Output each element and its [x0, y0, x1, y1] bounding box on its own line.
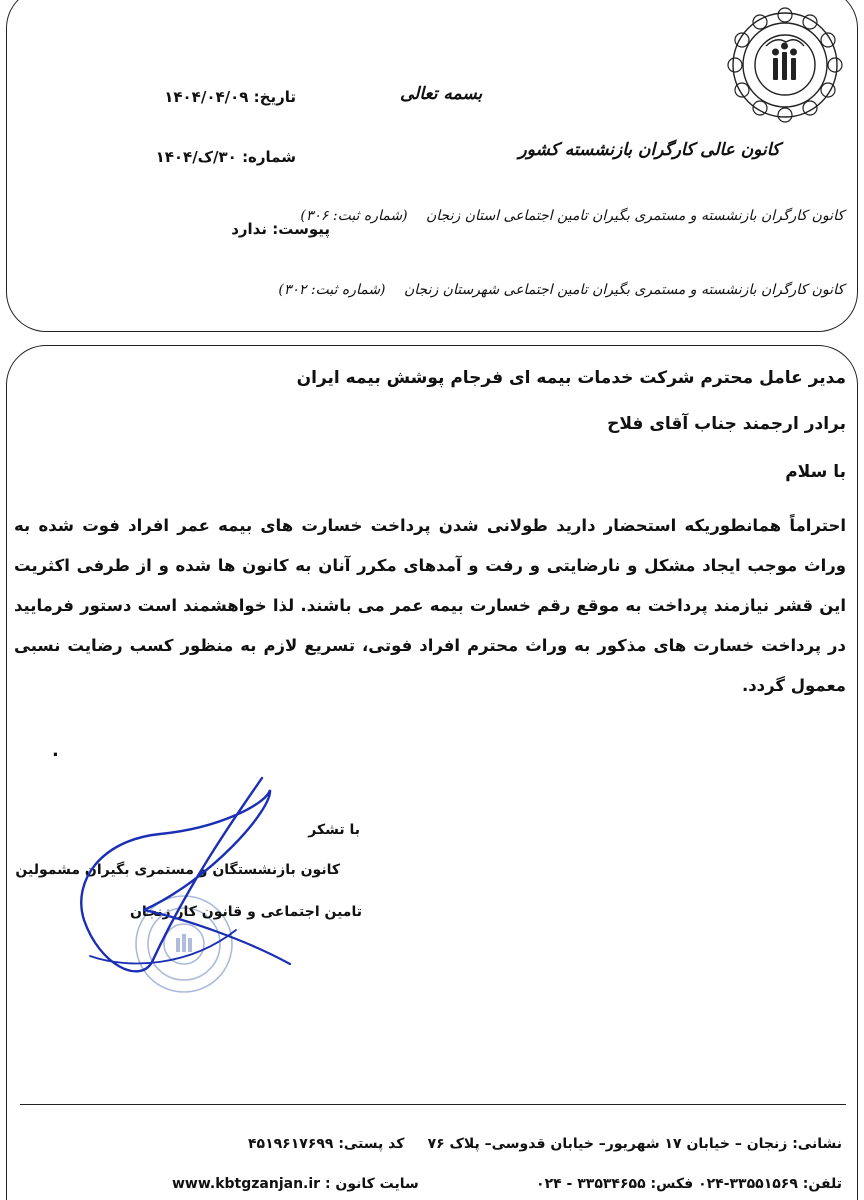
- org-line-province: [300, 208, 844, 224]
- footer-divider: [20, 1104, 846, 1105]
- footer-site: [164, 1176, 419, 1192]
- footer-postal: [240, 1136, 404, 1152]
- attachment-value: ندارد: [231, 220, 267, 238]
- signature-mark: [40, 770, 300, 990]
- number-value: ۳۰/ک/۱۴۰۴: [155, 148, 237, 166]
- footer-address: نشانی: زنجان – خیابان ۱۷ شهریور– خیابان قدوسی– پلاک ۷۶: [427, 1136, 842, 1152]
- letter-body: احتراماً همانطوریکه استحضار دارید طولانی شدن پرداخت خسارت های بیمه عمر افراد فوت شده به وراث موجب ایجاد مشکل و نارضایتی و رفت و آمدهای مکرر آنان به کانون ها شده و از طرفی اکثریت این قشر نیازمند پرداخت به موقع رقم خسارت بیمه عمر می باشند. لذا خواهشمند است دستور فرمایید در پرداخت خسارت های مذکور به وراث محترم افراد فوتی، تسریع لازم به منظور کسب رضایت نسبی معمول گردد.: [14, 516, 846, 695]
- org-line-city: [278, 282, 844, 298]
- org-line-city-reg: (شماره ثبت: ۳۰۲): [278, 282, 386, 298]
- attachment-field: [170, 220, 330, 238]
- date-label: تاریخ:: [253, 88, 296, 106]
- postal-value: ۴۵۱۹۶۱۷۶۹۹: [248, 1136, 334, 1152]
- letter-greeting: با سلام: [785, 462, 846, 482]
- emblem-logo-icon: [726, 6, 844, 124]
- number-field: [136, 148, 296, 166]
- sign-org-line2: تامین اجتماعی و قانون کار زنجان: [129, 904, 362, 920]
- number-label: شماره:: [242, 148, 296, 166]
- org-line-province-text: کانون کارگران بازنشسته و مستمری بگیران تامین اجتماعی استان زنجان: [426, 208, 844, 224]
- site-label: سایت کانون :: [324, 1176, 419, 1192]
- letter-honorific: برادر ارجمند جناب آقای فلاح: [607, 414, 846, 434]
- sign-org-line1: کانون بازنشستگان و مستمری بگیران مشمولین: [15, 862, 340, 878]
- end-dot: .: [52, 740, 59, 761]
- org-line-city-text: کانون کارگران بازنشسته و مستمری بگیران تامین اجتماعی شهرستان زنجان: [403, 282, 844, 298]
- org-line-province-reg: (شماره ثبت: ۳۰۶): [300, 208, 408, 224]
- date-value: ۱۴۰۴/۰۴/۰۹: [164, 88, 249, 106]
- footer-phone: تلفن: ۳۳۵۵۱۵۶۹-۰۲۴ فکس: ۳۳۵۳۴۶۵۵ - ۰۲۴: [536, 1176, 842, 1192]
- letter-addressee: مدیر عامل محترم شرکت خدمات بیمه ای فرجام پوشش بیمه ایران: [296, 368, 846, 388]
- sign-thanks: با تشکر: [308, 822, 360, 838]
- site-link[interactable]: www.kbtgzanjan.ir: [172, 1176, 321, 1192]
- org-main-title: کانون عالی کارگران بازنشسته کشور: [518, 140, 780, 160]
- postal-label: کد پستی:: [338, 1136, 405, 1152]
- attachment-label: پیوست:: [272, 220, 330, 238]
- basmala: بسمه تعالی: [400, 84, 483, 104]
- date-field: [136, 88, 296, 106]
